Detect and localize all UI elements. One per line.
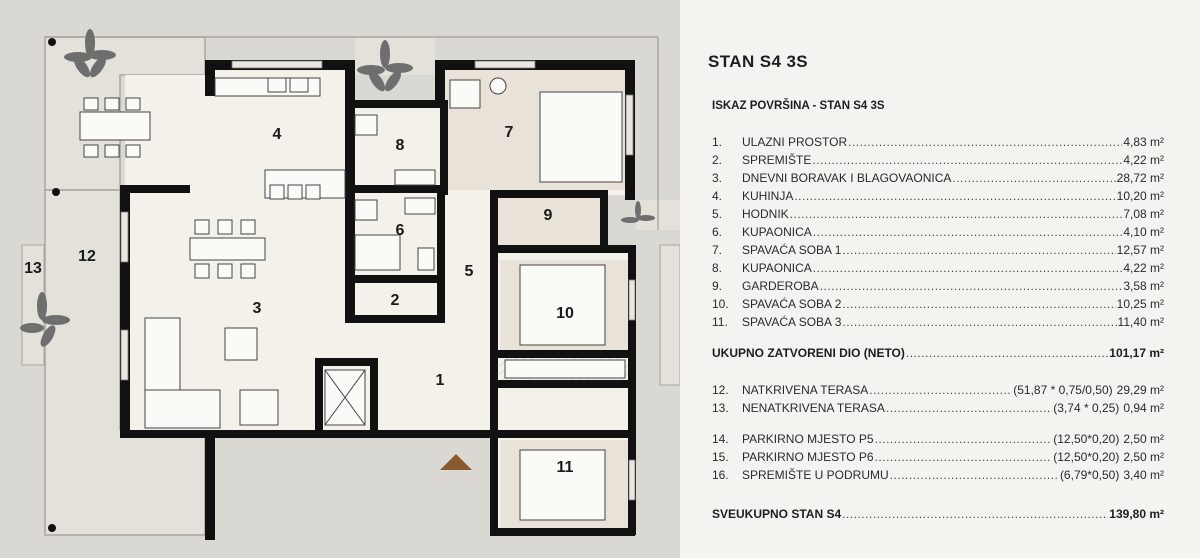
room-label-5: 5	[464, 263, 474, 280]
leader-dots	[842, 297, 1115, 311]
row-value: 2,50 m²	[1123, 450, 1164, 464]
row-value: 4,83 m²	[1123, 135, 1164, 149]
row-value: 12,57 m²	[1116, 243, 1164, 257]
area-row	[712, 189, 1164, 204]
row-label: SPAVAĆA SOBA 2	[742, 297, 842, 311]
row-value: 2,50 m²	[1123, 432, 1164, 446]
area-row	[712, 207, 1164, 222]
room-label-1: 1	[435, 372, 445, 389]
row-value: 3,58 m²	[1123, 279, 1164, 293]
room-label-4: 4	[272, 126, 282, 143]
area-row	[712, 315, 1164, 330]
row-number: 12.	[712, 383, 729, 397]
leader-dots	[952, 171, 1115, 185]
area-row	[712, 279, 1164, 294]
row-label: ULAZNI PROSTOR	[742, 135, 848, 149]
row-label: PARKIRNO MJESTO P5	[742, 432, 874, 446]
room-label-9: 9	[543, 207, 553, 224]
row-label: PARKIRNO MJESTO P6	[742, 450, 874, 464]
row-label: NATKRIVENA TERASA	[742, 383, 869, 397]
apartment-title: STAN S4 3S	[708, 52, 809, 71]
terrace-row	[712, 401, 1164, 416]
row-label: KUPAONICA	[742, 225, 812, 239]
row-label: SPAVAĆA SOBA 3	[742, 315, 842, 329]
row-value: 7,08 m²	[1123, 207, 1164, 221]
room-label-6: 6	[395, 222, 405, 239]
row-value: 10,25 m²	[1116, 297, 1164, 311]
row-value: 29,29 m²	[1116, 383, 1164, 397]
leader-dots	[812, 153, 1122, 167]
room-label-8: 8	[395, 137, 405, 154]
row-number: 4.	[712, 189, 723, 203]
row-value: 101,17 m²	[1109, 346, 1164, 360]
row-value: 139,80 m²	[1109, 507, 1164, 521]
row-label: SPAVAĆA SOBA 1	[742, 243, 842, 257]
row-label: GARDEROBA	[742, 279, 819, 293]
row-number: 5.	[712, 207, 723, 221]
leader-dots	[842, 315, 1116, 329]
room-label-7: 7	[504, 124, 514, 141]
extra-row	[712, 468, 1164, 483]
row-number: 2.	[712, 153, 723, 167]
row-label: DNEVNI BORAVAK I BLAGOVAONICA	[742, 171, 952, 185]
room-label-11: 11	[556, 459, 574, 476]
row-number: 1.	[712, 135, 723, 149]
terrace-row	[712, 383, 1164, 398]
area-table-panel	[680, 0, 1200, 558]
row-number: 14.	[712, 432, 729, 446]
row-label: HODNIK	[742, 207, 789, 221]
total-closed-row	[712, 346, 1164, 361]
area-row	[712, 243, 1164, 258]
row-formula: (6,79*0,50)	[1059, 468, 1120, 482]
area-row	[712, 153, 1164, 168]
row-label: SVEUKUPNO STAN S4	[712, 507, 842, 521]
row-number: 9.	[712, 279, 723, 293]
leader-dots	[813, 261, 1123, 275]
leader-dots	[842, 507, 1108, 521]
row-number: 15.	[712, 450, 729, 464]
row-formula: (51,87 * 0,75/0,50)	[1013, 383, 1113, 397]
leader-dots	[875, 432, 1053, 446]
room-label-10: 10	[556, 305, 574, 322]
area-table-subtitle: ISKAZ POVRŠINA - STAN S4 3S	[712, 100, 885, 112]
row-number: 16.	[712, 468, 729, 482]
area-row	[712, 171, 1164, 186]
row-value: 4,22 m²	[1123, 153, 1164, 167]
leader-dots	[886, 401, 1052, 415]
room-label-2: 2	[390, 292, 400, 309]
area-row	[712, 135, 1164, 150]
row-number: 7.	[712, 243, 723, 257]
row-number: 13.	[712, 401, 729, 415]
leader-dots	[869, 383, 1012, 397]
leader-dots	[906, 346, 1108, 360]
row-value: 10,20 m²	[1116, 189, 1164, 203]
leader-dots	[794, 189, 1115, 203]
row-formula: (12,50*0,20)	[1053, 450, 1120, 464]
room-label-3: 3	[252, 300, 262, 317]
leader-dots	[842, 243, 1115, 257]
room-label-12: 12	[78, 248, 96, 265]
row-formula: (3,74 * 0,25)	[1053, 401, 1120, 415]
room-label-13: 13	[24, 260, 42, 277]
area-row	[712, 225, 1164, 240]
leader-dots	[848, 135, 1122, 149]
row-number: 6.	[712, 225, 723, 239]
leader-dots	[820, 279, 1123, 293]
row-label: UKUPNO ZATVORENI DIO (NETO)	[712, 346, 905, 360]
row-number: 8.	[712, 261, 723, 275]
row-label: KUPAONICA	[742, 261, 812, 275]
row-label: NENATKRIVENA TERASA	[742, 401, 885, 415]
row-value: 4,10 m²	[1123, 225, 1164, 239]
leader-dots	[875, 450, 1053, 464]
row-value: 0,94 m²	[1123, 401, 1164, 415]
row-number: 10.	[712, 297, 729, 311]
row-value: 28,72 m²	[1116, 171, 1164, 185]
row-label: SPREMIŠTE U PODRUMU	[742, 468, 889, 482]
extra-row	[712, 450, 1164, 465]
grand-total-row	[712, 507, 1164, 522]
area-row	[712, 297, 1164, 312]
row-value: 3,40 m²	[1123, 468, 1164, 482]
row-number: 11.	[712, 315, 728, 329]
row-value: 11,40 m²	[1117, 315, 1164, 329]
row-label: KUHINJA	[742, 189, 794, 203]
leader-dots	[790, 207, 1123, 221]
row-value: 4,22 m²	[1123, 261, 1164, 275]
row-label: SPREMIŠTE	[742, 153, 812, 167]
row-formula: (12,50*0,20)	[1053, 432, 1120, 446]
leader-dots	[813, 225, 1123, 239]
leader-dots	[890, 468, 1059, 482]
row-number: 3.	[712, 171, 723, 185]
extra-row	[712, 432, 1164, 447]
area-row	[712, 261, 1164, 276]
